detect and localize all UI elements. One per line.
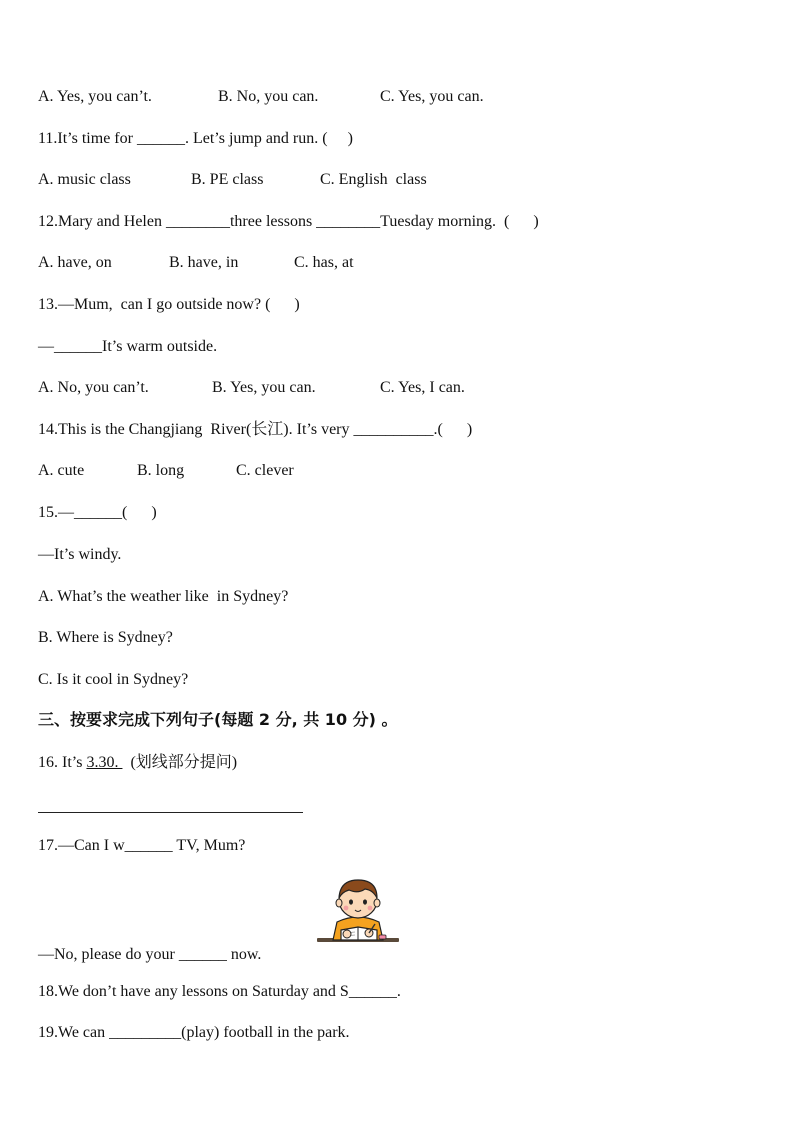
q16-underlined-part: 3.30.	[86, 754, 123, 771]
q15-option-b: B. Where is Sydney?	[38, 629, 173, 646]
q13-option-b: B. Yes, you can.	[212, 379, 316, 396]
q12-option-a: A. have, on	[38, 254, 112, 271]
q19-stem: 19.We can _________(play) football in the park.	[38, 1024, 350, 1041]
q17-answer-line: —No, please do your ______ now.	[38, 946, 262, 963]
q14-stem: 14.This is the Changjiang River(长江). It’s very __________.( )	[38, 421, 473, 438]
q13-answer-line: —______It’s warm outside.	[38, 338, 218, 355]
q12-option-b: B. have, in	[169, 254, 239, 271]
q15-answer-line: —It’s windy.	[38, 546, 122, 563]
q10-option-b: B. No, you can.	[218, 88, 319, 105]
q17-stem: 17.—Can I w______ TV, Mum?	[38, 837, 246, 854]
q13-stem: 13.—Mum, can I go outside now? ( )	[38, 296, 300, 313]
q16-prefix: 16. It’s	[38, 754, 87, 771]
q15-stem: 15.—______( )	[38, 504, 157, 521]
q16-answer-blank	[38, 812, 303, 813]
q13-option-a: A. No, you can’t.	[38, 379, 149, 396]
q11-option-b: B. PE class	[191, 171, 264, 188]
q15-option-a: A. What’s the weather like in Sydney?	[38, 588, 289, 605]
q16-stem	[38, 753, 237, 773]
q10-option-a: A. Yes, you can’t.	[38, 88, 152, 105]
q11-stem: 11.It’s time for ______. Let’s jump and run. ( )	[38, 130, 353, 147]
q14-option-a: A. cute	[38, 462, 85, 479]
q18-stem: 18.We don’t have any lessons on Saturday and S______.	[38, 983, 401, 1000]
q11-option-c: C. English class	[320, 171, 427, 188]
q10-option-c: C. Yes, you can.	[380, 88, 484, 105]
q12-option-c: C. has, at	[294, 254, 354, 271]
q15-option-c: C. Is it cool in Sydney?	[38, 671, 189, 688]
q12-stem: 12.Mary and Helen ________three lessons ________Tuesday morning. ( )	[38, 213, 539, 230]
q11-option-a: A. music class	[38, 171, 131, 188]
section-3-heading: 三、按要求完成下列句子(每题 2 分, 共 10 分) 。	[38, 710, 398, 729]
q16-instruction: (划线部分提问)	[122, 754, 238, 771]
q13-option-c: C. Yes, I can.	[380, 379, 465, 396]
q14-option-c: C. clever	[236, 462, 294, 479]
q14-option-b: B. long	[137, 462, 185, 479]
boy-doing-homework-illustration	[313, 872, 403, 960]
